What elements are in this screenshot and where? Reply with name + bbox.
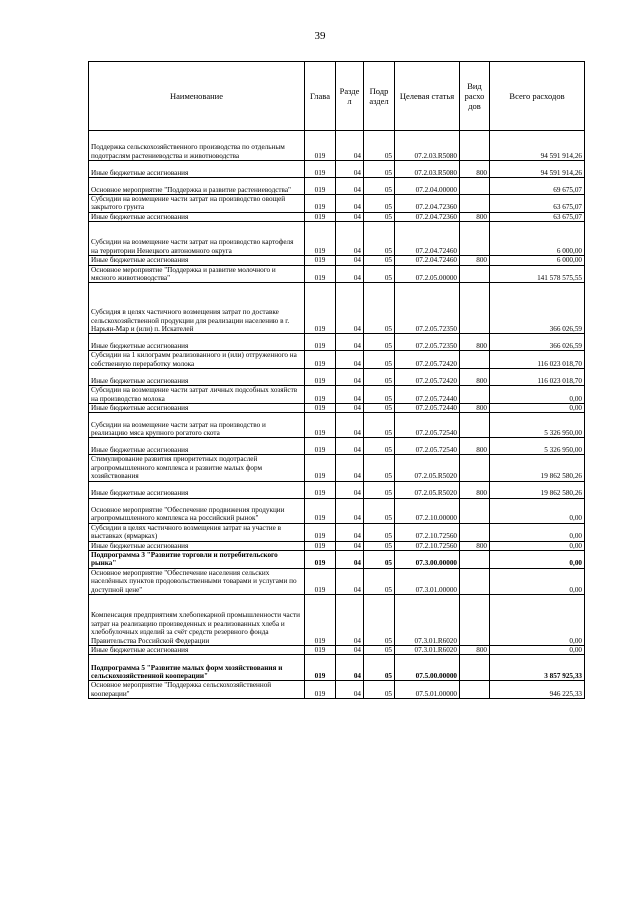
table-cell-target: 07.3.01.R6020	[395, 594, 460, 645]
table-cell-razdel: 04	[336, 455, 364, 481]
table-cell-glava: 019	[305, 222, 336, 256]
table-cell-name: Субсидии на 1 килограмм реализованного и (или) отгруженного на собственную переработку молока	[89, 351, 305, 369]
table-row	[89, 195, 585, 213]
table-cell-target: 07.2.10.72560	[395, 523, 460, 541]
table-cell-target: 07.2.05.R5020	[395, 481, 460, 498]
table-cell-name: Иные бюджетные ассигнования	[89, 645, 305, 654]
table-cell-razdel: 04	[336, 131, 364, 161]
table-cell-amount: 5 326 950,00	[490, 438, 585, 455]
table-cell-target: 07.2.05.72440	[395, 386, 460, 404]
table-cell-vid	[460, 386, 490, 404]
table-cell-podrazdel: 05	[364, 161, 395, 178]
table-cell-vid: 800	[460, 404, 490, 413]
table-cell-razdel: 04	[336, 438, 364, 455]
table-cell-razdel: 04	[336, 681, 364, 699]
table-cell-podrazdel: 05	[364, 265, 395, 283]
header-total: Всего расходов	[490, 62, 585, 131]
table-cell-razdel: 04	[336, 645, 364, 654]
table-cell-razdel: 04	[336, 481, 364, 498]
table-cell-target: 07.2.05.72350	[395, 283, 460, 334]
table-cell-name: Основное мероприятие "Поддержка и развитие молочного и мясного животноводства"	[89, 265, 305, 283]
table-row	[89, 222, 585, 256]
table-cell-target: 07.2.05.72350	[395, 334, 460, 351]
table-cell-podrazdel: 05	[364, 438, 395, 455]
table-cell-podrazdel: 05	[364, 481, 395, 498]
table-cell-name: Стимулирование развития приоритетных подотраслей агропромышленного комплекса и развитие малых форм хозяйствования	[89, 455, 305, 481]
table-cell-amount: 6 000,00	[490, 222, 585, 256]
budget-table	[88, 61, 585, 699]
table-cell-vid	[460, 178, 490, 195]
table-row	[89, 351, 585, 369]
table-cell-podrazdel: 05	[364, 131, 395, 161]
table-cell-glava: 019	[305, 541, 336, 550]
table-row	[89, 594, 585, 645]
table-cell-name: Подпрограмма 3 "Развитие торговли и потребительского рынка"	[89, 550, 305, 568]
table-cell-name: Субсидии на возмещение части затрат на производство овощей закрытого грунта	[89, 195, 305, 213]
table-cell-target: 07.2.04.72460	[395, 256, 460, 265]
table-cell-vid	[460, 131, 490, 161]
table-cell-target: 07.2.04.00000	[395, 178, 460, 195]
table-row	[89, 413, 585, 438]
table-cell-glava: 019	[305, 455, 336, 481]
table-cell-amount: 94 591 914,26	[490, 131, 585, 161]
table-cell-podrazdel: 05	[364, 334, 395, 351]
table-cell-name: Компенсация предприятиям хлебопекарной промышленности части затрат на реализацию произведенных и реализованных хлеба и хлебобулочных изделий за счёт средств резервного фонда Правительства Российской Федерации	[89, 594, 305, 645]
table-cell-glava: 019	[305, 265, 336, 283]
table-cell-glava: 019	[305, 351, 336, 369]
table-cell-amount: 0,00	[490, 550, 585, 568]
table-cell-razdel: 04	[336, 404, 364, 413]
table-cell-target: 07.2.05.72420	[395, 369, 460, 386]
table-cell-amount: 19 862 580,26	[490, 481, 585, 498]
table-cell-podrazdel: 05	[364, 523, 395, 541]
table-cell-razdel: 04	[336, 568, 364, 594]
header-name: Наименование	[89, 62, 305, 131]
table-cell-podrazdel: 05	[364, 550, 395, 568]
table-cell-amount: 63 675,07	[490, 212, 585, 221]
table-cell-podrazdel: 05	[364, 413, 395, 438]
table-cell-vid: 800	[460, 256, 490, 265]
table-cell-podrazdel: 05	[364, 645, 395, 654]
table-cell-razdel: 04	[336, 594, 364, 645]
table-cell-name: Иные бюджетные ассигнования	[89, 369, 305, 386]
table-cell-glava: 019	[305, 550, 336, 568]
table-row	[89, 568, 585, 594]
table-cell-podrazdel: 05	[364, 655, 395, 681]
table-cell-amount: 0,00	[490, 568, 585, 594]
table-cell-glava: 019	[305, 481, 336, 498]
table-cell-name: Субсидия в целях частичного возмещения затрат по доставке сельскохозяйственной продукции для реализации населению в г. Нарьян-Мар и (или) п. Искателей	[89, 283, 305, 334]
table-cell-vid	[460, 265, 490, 283]
table-cell-name: Субсидии на возмещение части затрат на производство и реализацию мяса крупного рогатого скота	[89, 413, 305, 438]
table-cell-amount: 6 000,00	[490, 256, 585, 265]
table-row	[89, 541, 585, 550]
table-cell-glava: 019	[305, 568, 336, 594]
table-row	[89, 369, 585, 386]
table-cell-target: 07.2.03.R5080	[395, 161, 460, 178]
table-cell-razdel: 04	[336, 550, 364, 568]
table-cell-vid	[460, 455, 490, 481]
table-row	[89, 438, 585, 455]
table-cell-glava: 019	[305, 681, 336, 699]
table-cell-glava: 019	[305, 523, 336, 541]
table-cell-podrazdel: 05	[364, 386, 395, 404]
table-cell-name: Субсидии на возмещение части затрат на производство картофеля на территории Ненецкого автономного округа	[89, 222, 305, 256]
table-cell-vid: 800	[460, 212, 490, 221]
table-cell-vid	[460, 681, 490, 699]
table-cell-amount: 116 023 018,70	[490, 369, 585, 386]
table-cell-vid	[460, 283, 490, 334]
table-cell-vid	[460, 550, 490, 568]
table-cell-amount: 5 326 950,00	[490, 413, 585, 438]
table-cell-vid: 800	[460, 541, 490, 550]
table-cell-podrazdel: 05	[364, 681, 395, 699]
table-cell-name: Подпрограмма 5 "Развитие малых форм хозяйствования и сельскохозяйственной кооперации"	[89, 655, 305, 681]
table-cell-name: Иные бюджетные ассигнования	[89, 212, 305, 221]
table-cell-name: Основное мероприятие "Поддержка и развитие растениеводства"	[89, 178, 305, 195]
table-cell-razdel: 04	[336, 161, 364, 178]
table-row	[89, 681, 585, 699]
table-cell-razdel: 04	[336, 413, 364, 438]
table-cell-target: 07.3.00.00000	[395, 550, 460, 568]
table-cell-target: 07.2.10.72560	[395, 541, 460, 550]
table-cell-target: 07.5.00.00000	[395, 655, 460, 681]
table-cell-vid	[460, 523, 490, 541]
table-row	[89, 386, 585, 404]
table-cell-name: Иные бюджетные ассигнования	[89, 438, 305, 455]
table-cell-glava: 019	[305, 131, 336, 161]
table-cell-name: Иные бюджетные ассигнования	[89, 541, 305, 550]
table-cell-target: 07.2.05.72440	[395, 404, 460, 413]
table-cell-amount: 116 023 018,70	[490, 351, 585, 369]
table-cell-amount: 0,00	[490, 404, 585, 413]
table-cell-glava: 019	[305, 594, 336, 645]
table-cell-name: Иные бюджетные ассигнования	[89, 404, 305, 413]
table-cell-glava: 019	[305, 178, 336, 195]
table-cell-podrazdel: 05	[364, 222, 395, 256]
table-cell-amount: 0,00	[490, 386, 585, 404]
table-row	[89, 283, 585, 334]
table-row	[89, 655, 585, 681]
table-cell-razdel: 04	[336, 283, 364, 334]
table-cell-podrazdel: 05	[364, 212, 395, 221]
table-cell-razdel: 04	[336, 498, 364, 523]
table-cell-vid: 800	[460, 369, 490, 386]
table-row	[89, 481, 585, 498]
table-cell-podrazdel: 05	[364, 256, 395, 265]
table-cell-amount: 366 026,59	[490, 334, 585, 351]
table-cell-name: Иные бюджетные ассигнования	[89, 256, 305, 265]
table-cell-podrazdel: 05	[364, 568, 395, 594]
table-cell-podrazdel: 05	[364, 369, 395, 386]
table-cell-podrazdel: 05	[364, 594, 395, 645]
table-cell-vid	[460, 222, 490, 256]
table-row	[89, 455, 585, 481]
table-cell-amount: 0,00	[490, 541, 585, 550]
table-cell-target: 07.2.10.00000	[395, 498, 460, 523]
table-row	[89, 256, 585, 265]
table-cell-podrazdel: 05	[364, 283, 395, 334]
table-cell-vid: 800	[460, 334, 490, 351]
table-cell-name: Поддержка сельскохозяйственного производства по отдельным подотраслям растениеводства и животноводства	[89, 131, 305, 161]
table-cell-vid	[460, 413, 490, 438]
table-cell-razdel: 04	[336, 541, 364, 550]
table-cell-razdel: 04	[336, 386, 364, 404]
table-cell-podrazdel: 05	[364, 195, 395, 213]
table-cell-amount: 63 675,07	[490, 195, 585, 213]
table-row	[89, 550, 585, 568]
table-cell-amount: 0,00	[490, 594, 585, 645]
table-cell-target: 07.2.05.00000	[395, 265, 460, 283]
table-row	[89, 404, 585, 413]
header-vid: Вид расхо дов	[460, 62, 490, 131]
table-cell-razdel: 04	[336, 369, 364, 386]
table-cell-target: 07.2.04.72360	[395, 212, 460, 221]
table-cell-vid	[460, 195, 490, 213]
table-row	[89, 178, 585, 195]
table-cell-razdel: 04	[336, 523, 364, 541]
table-cell-glava: 019	[305, 161, 336, 178]
table-cell-razdel: 04	[336, 195, 364, 213]
table-cell-vid	[460, 568, 490, 594]
table-cell-glava: 019	[305, 212, 336, 221]
table-cell-razdel: 04	[336, 351, 364, 369]
table-cell-amount: 0,00	[490, 645, 585, 654]
table-cell-amount: 19 862 580,26	[490, 455, 585, 481]
table-row	[89, 523, 585, 541]
table-cell-podrazdel: 05	[364, 404, 395, 413]
table-cell-target: 07.2.04.72360	[395, 195, 460, 213]
table-cell-glava: 019	[305, 655, 336, 681]
table-cell-name: Субсидии на возмещение части затрат личных подсобных хозяйств на производство молока	[89, 386, 305, 404]
table-cell-vid: 800	[460, 161, 490, 178]
table-cell-razdel: 04	[336, 334, 364, 351]
table-row	[89, 212, 585, 221]
table-cell-razdel: 04	[336, 256, 364, 265]
table-cell-glava: 019	[305, 386, 336, 404]
page-number: 39	[314, 30, 326, 42]
table-cell-glava: 019	[305, 334, 336, 351]
table-cell-amount: 94 591 914,26	[490, 161, 585, 178]
table-cell-name: Основное мероприятие "Поддержка сельскохозяйственной кооперации"	[89, 681, 305, 699]
table-cell-name: Иные бюджетные ассигнования	[89, 481, 305, 498]
header-target: Целевая статья	[395, 62, 460, 131]
table-cell-razdel: 04	[336, 222, 364, 256]
table-cell-glava: 019	[305, 283, 336, 334]
header-glava: Глава	[305, 62, 336, 131]
table-cell-target: 07.2.05.R5020	[395, 455, 460, 481]
table-cell-amount: 0,00	[490, 498, 585, 523]
table-cell-amount: 69 675,07	[490, 178, 585, 195]
table-cell-target: 07.3.01.R6020	[395, 645, 460, 654]
table-cell-podrazdel: 05	[364, 178, 395, 195]
table-cell-razdel: 04	[336, 212, 364, 221]
table-cell-glava: 019	[305, 498, 336, 523]
table-cell-amount: 141 578 575,55	[490, 265, 585, 283]
table-cell-vid	[460, 594, 490, 645]
table-cell-name: Основное мероприятие "Обеспечение населения сельских населённых пунктов продовольственными товарами и услугами по доступной цене"	[89, 568, 305, 594]
table-cell-podrazdel: 05	[364, 455, 395, 481]
table-cell-vid: 800	[460, 481, 490, 498]
table-cell-amount: 366 026,59	[490, 283, 585, 334]
table-cell-name: Иные бюджетные ассигнования	[89, 161, 305, 178]
table-cell-vid: 800	[460, 645, 490, 654]
table-cell-glava: 019	[305, 413, 336, 438]
table-cell-name: Субсидии в целях частичного возмещения затрат на участие в выставках (ярмарках)	[89, 523, 305, 541]
table-cell-glava: 019	[305, 645, 336, 654]
table-cell-glava: 019	[305, 195, 336, 213]
header-row	[89, 62, 585, 131]
table-row	[89, 131, 585, 161]
table-cell-amount: 946 225,33	[490, 681, 585, 699]
table-cell-glava: 019	[305, 438, 336, 455]
table-cell-vid	[460, 498, 490, 523]
table-cell-name: Основное мероприятие "Обеспечение продвижения продукции агропромышленного комплекса на российский рынок"	[89, 498, 305, 523]
table-cell-glava: 019	[305, 404, 336, 413]
table-cell-target: 07.2.05.72540	[395, 413, 460, 438]
header-podrazdel: Подр аздел	[364, 62, 395, 131]
table-cell-vid: 800	[460, 438, 490, 455]
table-cell-target: 07.2.05.72420	[395, 351, 460, 369]
table-cell-razdel: 04	[336, 178, 364, 195]
table-cell-target: 07.2.04.72460	[395, 222, 460, 256]
table-row	[89, 498, 585, 523]
table-cell-amount: 0,00	[490, 523, 585, 541]
table-row	[89, 645, 585, 654]
table-cell-razdel: 04	[336, 265, 364, 283]
table-cell-podrazdel: 05	[364, 351, 395, 369]
table-cell-target: 07.2.05.72540	[395, 438, 460, 455]
table-cell-target: 07.2.03.R5080	[395, 131, 460, 161]
table-cell-vid	[460, 351, 490, 369]
table-row	[89, 265, 585, 283]
header-razdel: Разде л	[336, 62, 364, 131]
table-row	[89, 161, 585, 178]
table-cell-podrazdel: 05	[364, 541, 395, 550]
table-cell-target: 07.5.01.00000	[395, 681, 460, 699]
table-cell-podrazdel: 05	[364, 498, 395, 523]
table-cell-glava: 019	[305, 256, 336, 265]
table-cell-razdel: 04	[336, 655, 364, 681]
table-cell-glava: 019	[305, 369, 336, 386]
table-cell-name: Иные бюджетные ассигнования	[89, 334, 305, 351]
table-cell-amount: 3 857 925,33	[490, 655, 585, 681]
table-cell-vid	[460, 655, 490, 681]
table-row	[89, 334, 585, 351]
table-cell-target: 07.3.01.00000	[395, 568, 460, 594]
